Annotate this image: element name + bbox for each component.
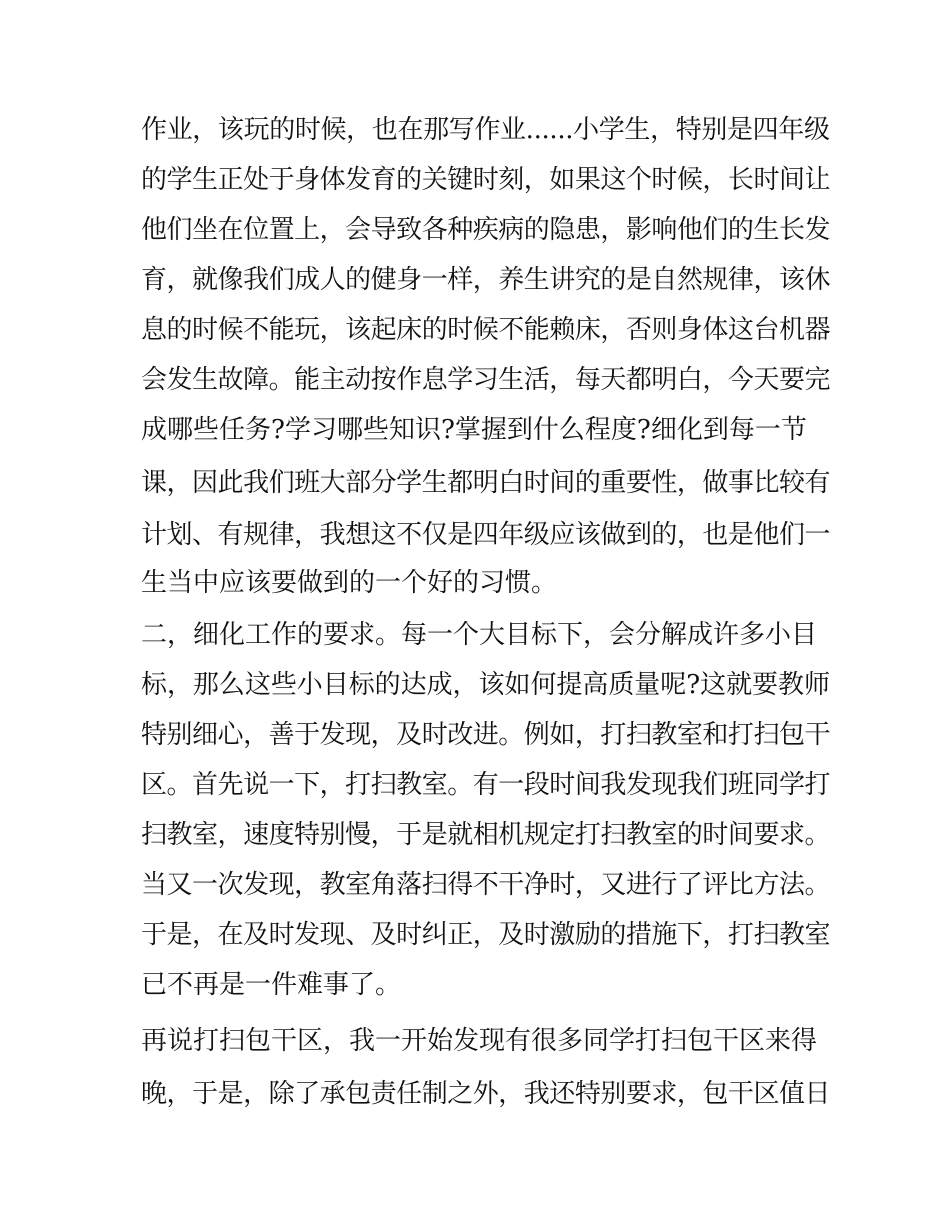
text-line: 二，细化工作的要求。每一个大目标下，会分解成许多小目 bbox=[141, 620, 818, 650]
text-line: 于是，在及时发现、及时纠正，及时激励的措施下，打扫教室 bbox=[141, 920, 831, 950]
text-line: 标，那么这些小目标的达成，该如何提高质量呢?这就要教师 bbox=[141, 670, 830, 700]
text-line: 他们坐在位置上，会导致各种疾病的隐患，影响他们的生长发 bbox=[141, 215, 831, 245]
text-line: 晚，于是，除了承包责任制之外，我还特别要求，包干区值日 bbox=[141, 1079, 831, 1109]
text-line: 作业，该玩的时候，也在那写作业......小学生，特别是四年级 bbox=[141, 115, 830, 145]
text-line: 会发生故障。能主动按作息学习生活，每天都明白，今天要完 bbox=[141, 365, 831, 395]
text-line: 生当中应该要做到的一个好的习惯。 bbox=[141, 568, 558, 598]
text-line: 特别细心，善于发现，及时改进。例如，打扫教室和打扫包干 bbox=[141, 720, 831, 750]
text-line: 育，就像我们成人的健身一样，养生讲究的是自然规律，该休 bbox=[141, 265, 831, 295]
text-line: 再说打扫包干区，我一开始发现有很多同学打扫包干区来得 bbox=[141, 1026, 818, 1056]
text-line: 区。首先说一下，打扫教室。有一段时间我发现我们班同学打 bbox=[141, 770, 831, 800]
text-line: 成哪些任务?学习哪些知识?掌握到什么程度?细化到每一节 bbox=[141, 415, 807, 445]
text-line: 的学生正处于身体发育的关键时刻，如果这个时候，长时间让 bbox=[141, 165, 831, 195]
text-line: 计划、有规律，我想这不仅是四年级应该做到的，也是他们一 bbox=[141, 520, 831, 550]
text-line: 扫教室，速度特别慢，于是就相机规定打扫教室的时间要求。 bbox=[141, 820, 831, 850]
text-line: 已不再是一件难事了。 bbox=[141, 970, 402, 1000]
text-line: 息的时候不能玩，该起床的时候不能赖床，否则身体这台机器 bbox=[141, 315, 831, 345]
text-line: 课，因此我们班大部分学生都明白时间的重要性，做事比较有 bbox=[141, 468, 831, 498]
text-line: 当又一次发现，教室角落扫得不干净时，又进行了评比方法。 bbox=[141, 870, 831, 900]
